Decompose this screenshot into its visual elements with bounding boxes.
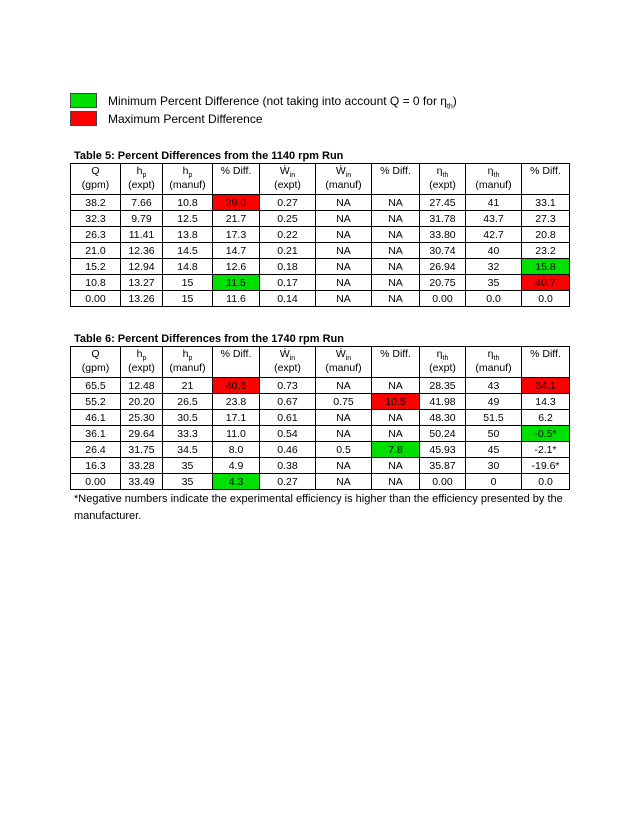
table-cell: 50.24: [420, 426, 466, 442]
legend-max-row: [70, 110, 97, 126]
table-cell: NA: [372, 426, 420, 442]
table-cell: 6.2: [522, 410, 570, 426]
table-cell: 0.00: [71, 474, 121, 490]
table-cell: 33.28: [121, 458, 163, 474]
table-cell: 15: [163, 291, 213, 307]
header-cell: Ẇ$_{in}$ (manuf): [316, 347, 372, 378]
table-cell: 17.3: [213, 227, 260, 243]
header-cell: % Diff.: [213, 164, 260, 195]
table-cell: NA: [316, 410, 372, 426]
table-cell: NA: [316, 195, 372, 211]
header-cell: Ẇ$_{in}$ (expt): [260, 347, 316, 378]
table-cell: 10.5: [372, 394, 420, 410]
table-cell: 0.54: [260, 426, 316, 442]
table-cell: 7.8: [372, 442, 420, 458]
table-cell: 29.0: [213, 195, 260, 211]
table-cell: 26.3: [71, 227, 121, 243]
table-cell: 21: [163, 378, 213, 394]
table-cell: NA: [316, 458, 372, 474]
table-cell: NA: [372, 291, 420, 307]
legend-min-row: [70, 92, 97, 108]
table-cell: 17.1: [213, 410, 260, 426]
table-cell: 38.2: [71, 195, 121, 211]
table-cell: 49: [466, 394, 522, 410]
table5: [70, 163, 570, 307]
table-row: [71, 211, 570, 227]
table-row: [71, 458, 570, 474]
table-cell: NA: [372, 458, 420, 474]
table-cell: 0.5: [316, 442, 372, 458]
header-cell: Q (gpm): [71, 164, 121, 195]
table-row: [71, 243, 570, 259]
table-cell: 11.41: [121, 227, 163, 243]
table-cell: NA: [316, 291, 372, 307]
table-cell: 26.5: [163, 394, 213, 410]
table6: [70, 346, 570, 490]
table-cell: 0.73: [260, 378, 316, 394]
table-cell: 13.26: [121, 291, 163, 307]
table-cell: 34.1: [522, 378, 570, 394]
table-cell: 45: [466, 442, 522, 458]
table-cell: 15.8: [522, 259, 570, 275]
header-cell: $\eta_{th}$ (expt): [420, 347, 466, 378]
table-cell: 12.94: [121, 259, 163, 275]
header-cell: Ẇ$_{in}$ (manuf): [316, 164, 372, 195]
table-row: [71, 394, 570, 410]
table-cell: NA: [316, 259, 372, 275]
table-cell: 12.5: [163, 211, 213, 227]
table-cell: 0.17: [260, 275, 316, 291]
table-cell: 30.5: [163, 410, 213, 426]
header-cell: % Diff.: [372, 347, 420, 378]
table-cell: 23.8: [213, 394, 260, 410]
table-cell: 0: [466, 474, 522, 490]
table-cell: 40: [466, 243, 522, 259]
header-row: [71, 164, 570, 195]
table-cell: NA: [372, 243, 420, 259]
table-cell: NA: [316, 426, 372, 442]
header-cell: % Diff.: [372, 164, 420, 195]
table-cell: 25.30: [121, 410, 163, 426]
table-cell: NA: [372, 259, 420, 275]
table-row: [71, 442, 570, 458]
table-cell: NA: [316, 211, 372, 227]
table-cell: 14.5: [163, 243, 213, 259]
table-cell: 16.3: [71, 458, 121, 474]
table-cell: 31.78: [420, 211, 466, 227]
table-cell: 48.30: [420, 410, 466, 426]
table-cell: 27.45: [420, 195, 466, 211]
table-cell: 15: [163, 275, 213, 291]
header-cell: $h_p$ (expt): [121, 164, 163, 195]
table-cell: 33.49: [121, 474, 163, 490]
table-cell: 12.36: [121, 243, 163, 259]
table-cell: 20.20: [121, 394, 163, 410]
table-cell: 14.7: [213, 243, 260, 259]
table-cell: 0.0: [466, 291, 522, 307]
table-cell: 32: [466, 259, 522, 275]
table5-caption: Table 5: Percent Differences from the 1140 rpm Run: [74, 150, 344, 162]
table-cell: 0.25: [260, 211, 316, 227]
table-cell: 12.48: [121, 378, 163, 394]
table-cell: 30: [466, 458, 522, 474]
table-cell: 46.1: [71, 410, 121, 426]
table-cell: NA: [372, 195, 420, 211]
table-cell: 35.87: [420, 458, 466, 474]
table-cell: 14.3: [522, 394, 570, 410]
table-cell: 0.38: [260, 458, 316, 474]
table-cell: 43: [466, 378, 522, 394]
table-cell: 0.00: [71, 291, 121, 307]
table-cell: NA: [316, 474, 372, 490]
table-row: [71, 259, 570, 275]
table-cell: -19.6*: [522, 458, 570, 474]
table-cell: 0.22: [260, 227, 316, 243]
table-cell: 20.75: [420, 275, 466, 291]
table-cell: 51.5: [466, 410, 522, 426]
table-cell: 40.6: [213, 378, 260, 394]
header-cell: % Diff.: [522, 164, 570, 195]
table-cell: 10.8: [163, 195, 213, 211]
table-cell: 0.0: [522, 474, 570, 490]
table-cell: 0.67: [260, 394, 316, 410]
header-cell: Q (gpm): [71, 347, 121, 378]
table-cell: 36.1: [71, 426, 121, 442]
table-cell: 0.61: [260, 410, 316, 426]
table-cell: 8.0: [213, 442, 260, 458]
table-cell: 0.75: [316, 394, 372, 410]
table-cell: 9.79: [121, 211, 163, 227]
header-cell: $\eta_{th}$ (expt): [420, 164, 466, 195]
table-cell: 42.7: [466, 227, 522, 243]
table-cell: 21.7: [213, 211, 260, 227]
table-cell: 20.8: [522, 227, 570, 243]
header-cell: $h_p$ (manuf): [163, 164, 213, 195]
table-cell: 65.5: [71, 378, 121, 394]
legend-max-label: Maximum Percent Difference: [108, 112, 263, 126]
table-cell: 4.3: [213, 474, 260, 490]
legend-min-swatch: [70, 93, 97, 108]
header-cell: $h_p$ (expt): [121, 347, 163, 378]
table-cell: 0.27: [260, 195, 316, 211]
table-cell: NA: [372, 211, 420, 227]
table-cell: 0.18: [260, 259, 316, 275]
table-cell: 0.00: [420, 474, 466, 490]
table-cell: 26.94: [420, 259, 466, 275]
table-cell: NA: [372, 410, 420, 426]
table-cell: 0.21: [260, 243, 316, 259]
table-cell: 32.3: [71, 211, 121, 227]
table-cell: 26.4: [71, 442, 121, 458]
table-row: [71, 410, 570, 426]
table-cell: NA: [316, 243, 372, 259]
table-row: [71, 227, 570, 243]
table-cell: 35: [163, 458, 213, 474]
table-cell: -2.1*: [522, 442, 570, 458]
table-cell: 29.64: [121, 426, 163, 442]
footnote: *Negative numbers indicate the experimental efficiency is higher than the efficiency presented by the manufacturer.: [74, 493, 563, 522]
table-cell: 34.5: [163, 442, 213, 458]
table-cell: 28.35: [420, 378, 466, 394]
header-cell: Ẇ$_{in}$ (expt): [260, 164, 316, 195]
table-cell: NA: [372, 378, 420, 394]
table-cell: 11.5: [213, 275, 260, 291]
legend-min-label: Minimum Percent Difference (not taking into account Q = 0 for $\eta_{th}$): [108, 94, 457, 111]
table-cell: 10.8: [71, 275, 121, 291]
table-row: [71, 474, 570, 490]
table-cell: NA: [316, 227, 372, 243]
table-cell: NA: [372, 227, 420, 243]
table-cell: 40.7: [522, 275, 570, 291]
table-cell: 0.46: [260, 442, 316, 458]
header-cell: $\eta_{th}$ (manuf): [466, 164, 522, 195]
table-row: [71, 378, 570, 394]
table-cell: 23.2: [522, 243, 570, 259]
header-cell: $\eta_{th}$ (manuf): [466, 347, 522, 378]
table-row: [71, 195, 570, 211]
table-row: [71, 291, 570, 307]
table-cell: 15.2: [71, 259, 121, 275]
table-cell: 14.8: [163, 259, 213, 275]
table-cell: 4.9: [213, 458, 260, 474]
header-cell: $h_p$ (manuf): [163, 347, 213, 378]
table-cell: 13.8: [163, 227, 213, 243]
table-cell: NA: [316, 378, 372, 394]
table-cell: 0.14: [260, 291, 316, 307]
table-cell: 31.75: [121, 442, 163, 458]
table-cell: 33.80: [420, 227, 466, 243]
table-cell: 33.1: [522, 195, 570, 211]
table-cell: 0.00: [420, 291, 466, 307]
table-cell: 27.3: [522, 211, 570, 227]
table-cell: 11.0: [213, 426, 260, 442]
table-cell: 35: [163, 474, 213, 490]
table-row: [71, 426, 570, 442]
table-cell: 12.6: [213, 259, 260, 275]
table-cell: 55.2: [71, 394, 121, 410]
table-row: [71, 275, 570, 291]
table-cell: 7.66: [121, 195, 163, 211]
table-cell: 50: [466, 426, 522, 442]
header-row: [71, 347, 570, 378]
header-cell: % Diff.: [522, 347, 570, 378]
table-cell: 0.27: [260, 474, 316, 490]
table-cell: 41.98: [420, 394, 466, 410]
header-cell: % Diff.: [213, 347, 260, 378]
table-cell: -0.5*: [522, 426, 570, 442]
table-cell: 43.7: [466, 211, 522, 227]
table-cell: NA: [316, 275, 372, 291]
table-cell: NA: [372, 275, 420, 291]
table-cell: 41: [466, 195, 522, 211]
table-cell: 30.74: [420, 243, 466, 259]
table-cell: 13.27: [121, 275, 163, 291]
table-cell: 45.93: [420, 442, 466, 458]
legend-max-swatch: [70, 111, 97, 126]
table-cell: 11.6: [213, 291, 260, 307]
table-cell: NA: [372, 474, 420, 490]
table-cell: 0.0: [522, 291, 570, 307]
table-cell: 21.0: [71, 243, 121, 259]
table-cell: 33.3: [163, 426, 213, 442]
table-cell: 35: [466, 275, 522, 291]
table6-caption: Table 6: Percent Differences from the 1740 rpm Run: [74, 333, 344, 345]
